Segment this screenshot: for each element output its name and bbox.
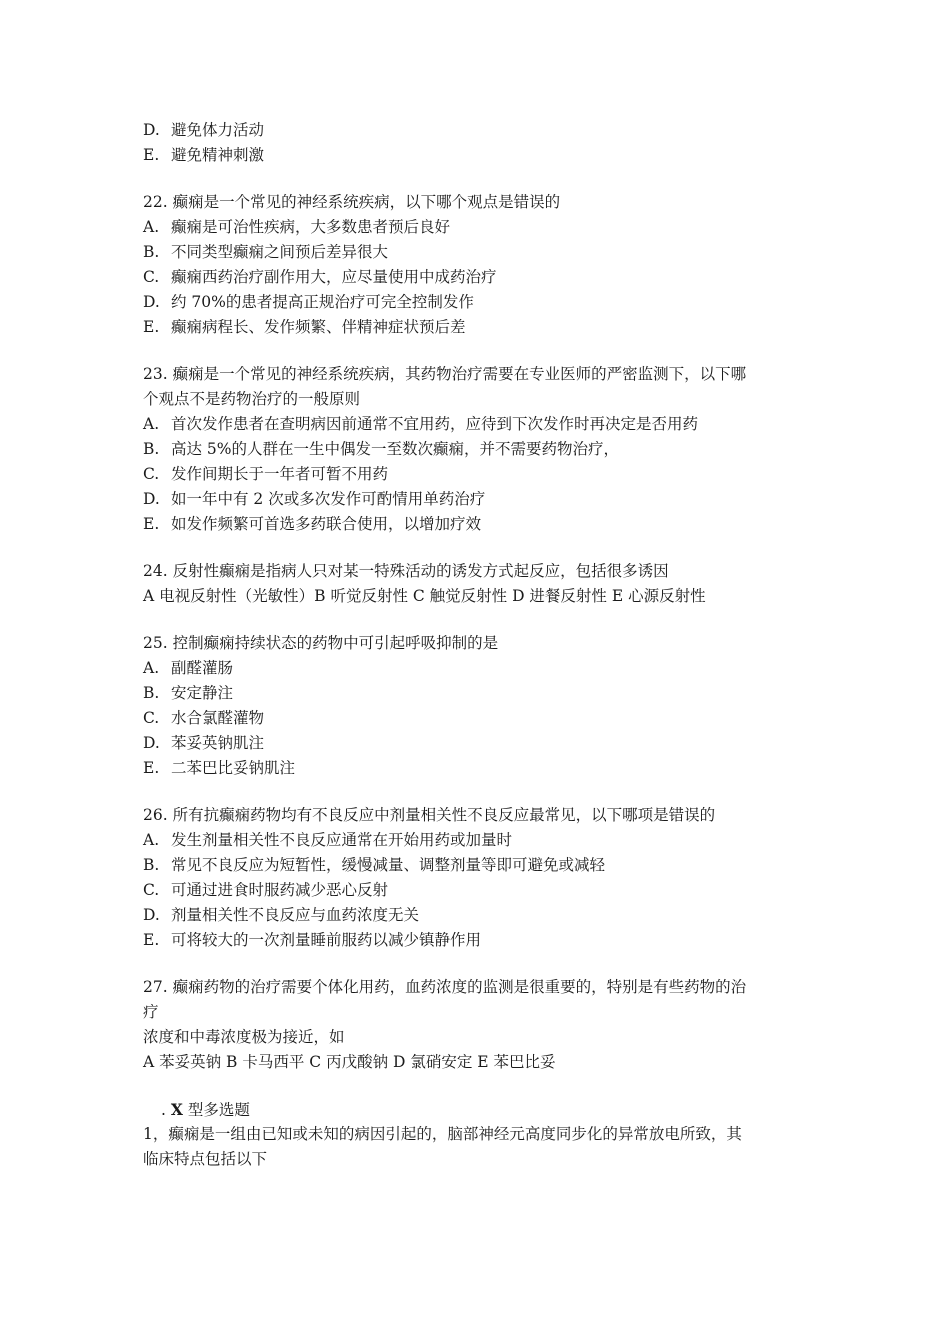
q25-option-d: D. 苯妥英钠肌注 bbox=[143, 734, 265, 752]
question-24-options: A 电视反射性（光敏性）B 听觉反射性 C 触觉反射性 D 进餐反射性 E 心源反射性 bbox=[143, 587, 706, 605]
q26-option-d: D. 剂量相关性不良反应与血药浓度无关 bbox=[143, 906, 420, 924]
q26-option-b: B. 常见不良反应为短暂性，缓慢减量、调整剂量等即可避免或减轻 bbox=[143, 856, 606, 874]
q26-option-a: A. 发生剂量相关性不良反应通常在开始用药或加量时 bbox=[143, 831, 513, 849]
question-23-stem-line1: 23. 癫痫是一个常见的神经系统疾病，其药物治疗需要在专业医师的严密监测下，以下哪 bbox=[143, 365, 747, 383]
q22-option-a: A. 癫痫是可治性疾病，大多数患者预后良好 bbox=[143, 218, 451, 236]
q22-option-e: E. 癫痫病程长、发作频繁、伴精神症状预后差 bbox=[143, 318, 466, 336]
q23-option-c: C. 发作间期长于一年者可暂不用药 bbox=[143, 465, 389, 483]
question-25-stem: 25. 控制癫痫持续状态的药物中可引起呼吸抑制的是 bbox=[143, 634, 499, 652]
q25-option-a: A. 副醛灌肠 bbox=[143, 659, 234, 677]
question-27-options: A 苯妥英钠 B 卡马西平 C 丙戊酸钠 D 氯硝安定 E 苯巴比妥 bbox=[143, 1053, 556, 1071]
q26-option-c: C. 可通过进食时服药减少恶心反射 bbox=[143, 881, 389, 899]
q23-option-a: A. 首次发作患者在查明病因前通常不宜用药，应待到下次发作时再决定是否用药 bbox=[143, 415, 699, 433]
q23-option-d: D. 如一年中有 2 次或多次发作可酌情用单药治疗 bbox=[143, 490, 486, 508]
x-question-1-line1: 1，癫痫是一组由已知或未知的病因引起的，脑部神经元高度同步化的异常放电所致，其 bbox=[143, 1125, 742, 1143]
question-list bbox=[143, 118, 823, 1172]
q25-option-b: B. 安定静注 bbox=[143, 684, 234, 702]
q25-option-c: C. 水合氯醛灌物 bbox=[143, 709, 265, 727]
option-d: D. 避免体力活动 bbox=[143, 121, 265, 139]
q23-option-b: B. 高达 5%的人群在一生中偶发一至数次癫痫，并不需要药物治疗， bbox=[143, 440, 620, 458]
q22-option-d: D. 约 70%的患者提高正规治疗可完全控制发作 bbox=[143, 293, 474, 311]
option-e: E. 避免精神刺激 bbox=[143, 146, 265, 164]
x-question-1-line2: 临床特点包括以下 bbox=[143, 1150, 268, 1168]
question-23-stem-line2: 个观点不是药物治疗的一般原则 bbox=[143, 390, 361, 408]
question-22-stem: 22. 癫痫是一个常见的神经系统疾病，以下哪个观点是错误的 bbox=[143, 193, 561, 211]
q25-option-e: E. 二苯巴比妥钠肌注 bbox=[143, 759, 296, 777]
q26-option-e: E. 可将较大的一次剂量睡前服药以减少镇静作用 bbox=[143, 931, 482, 949]
question-27-stem-line3: 浓度和中毒浓度极为接近，如 bbox=[143, 1028, 345, 1046]
question-27-stem-line1: 27. 癫痫药物的治疗需要个体化用药，血药浓度的监测是很重要的，特别是有些药物的治 bbox=[143, 978, 747, 996]
question-24-stem: 24. 反射性癫痫是指病人只对某一特殊活动的诱发方式起反应，包括很多诱因 bbox=[143, 562, 669, 580]
q22-option-c: C. 癫痫西药治疗副作用大，应尽量使用中成药治疗 bbox=[143, 268, 497, 286]
q22-option-b: B. 不同类型癫痫之间预后差异很大 bbox=[143, 243, 389, 261]
section-heading: . X 型多选题 bbox=[161, 1100, 250, 1119]
q23-option-e: E. 如发作频繁可首选多药联合使用，以增加疗效 bbox=[143, 515, 482, 533]
question-26-stem: 26. 所有抗癫痫药物均有不良反应中剂量相关性不良反应最常见，以下哪项是错误的 bbox=[143, 806, 716, 824]
question-27-stem-line2: 疗 bbox=[143, 1003, 159, 1021]
